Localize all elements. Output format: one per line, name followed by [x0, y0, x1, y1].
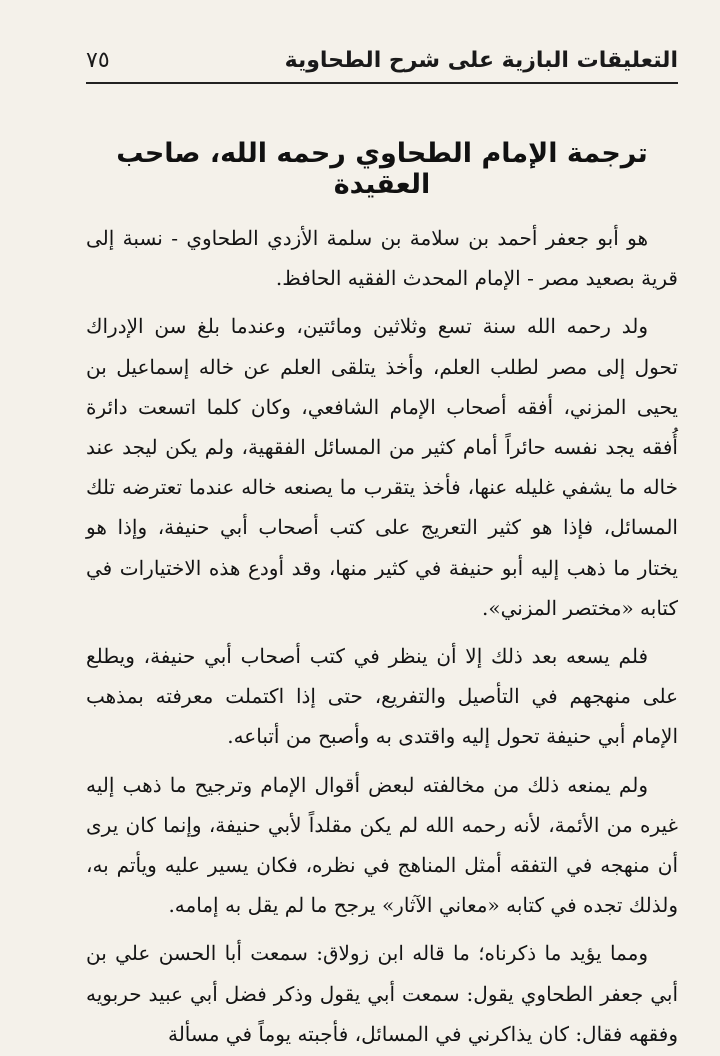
paragraph: هو أبو جعفر أحمد بن سلامة بن سلمة الأزدي الطحاوي - نسبة إلى قرية بصعيد مصر - الإمام المحدث الفقيه الحافظ. — [86, 226, 678, 291]
header-divider — [86, 82, 678, 84]
paragraph: ولم يمنعه ذلك من مخالفته لبعض أقوال الإمام وترجيح ما ذهب إليه غيره من الأئمة، لأنه رحمه الله لم يكن مقلداً لأبي حنيفة، وإنما كان يرى أن منهجه في التفقه أمثل المناهج في نظره، فكان يسير عليه ويأتم به، ولذلك تجده في كتابه «معاني الآثار» يرجح ما لم يقل به إمامه. — [86, 772, 678, 918]
running-title: التعليقات البازية على شرح الطحاوية — [284, 47, 678, 73]
page-number: ٧٥ — [86, 47, 110, 73]
paragraph: فلم يسعه بعد ذلك إلا أن ينظر في كتب أصحاب أبي حنيفة، ويطلع على منهجهم في التأصيل والتفريع، حتى إذا اكتملت معرفته بمذهب الإمام أبي حنيفة تحول إليه واقتدى به وأصبح من أتباعه. — [86, 644, 678, 749]
paragraph: ومما يؤيد ما ذكرناه؛ ما قاله ابن زولاق: سمعت أبا الحسن علي بن أبي جعفر الطحاوي يقول: سمعت أبي يقول وذكر فضل أبي عبيد حربويه وفقهه فقال: كان يذاكرني في المسائل، فأجبته يوماً في مسألة — [86, 941, 678, 1046]
paragraph: ولد رحمه الله سنة تسع وثلاثين ومائتين، وعندما بلغ سن الإدراك تحول إلى مصر لطلب العلم، وأخذ يتلقى العلم عن خاله إسماعيل بن يحيى المزني، أفقه أصحاب الإمام الشافعي، وكان كلما اتسعت دائرة أُفقه يجد نفسه حائراً أمام كثير من المسائل الفقهية، ولم يكن ليجد عند خاله ما يشفي غليله عنها، فأخذ يتقرب ما يصنعه خاله عندما تعترضه تلك المسائل، فإذا هو كثير التعريج على كتب أصحاب أبي حنيفة، وإذا هو يختار ما ذهب إليه أبو حنيفة في كثير منها، وقد أودع هذه الاختيارات في كتابه «مختصر المزني». — [86, 314, 678, 620]
body-text — [86, 218, 678, 1056]
page-header — [86, 40, 678, 80]
chapter-title: ترجمة الإمام الطحاوي رحمه الله، صاحب العقيدة — [116, 138, 648, 200]
